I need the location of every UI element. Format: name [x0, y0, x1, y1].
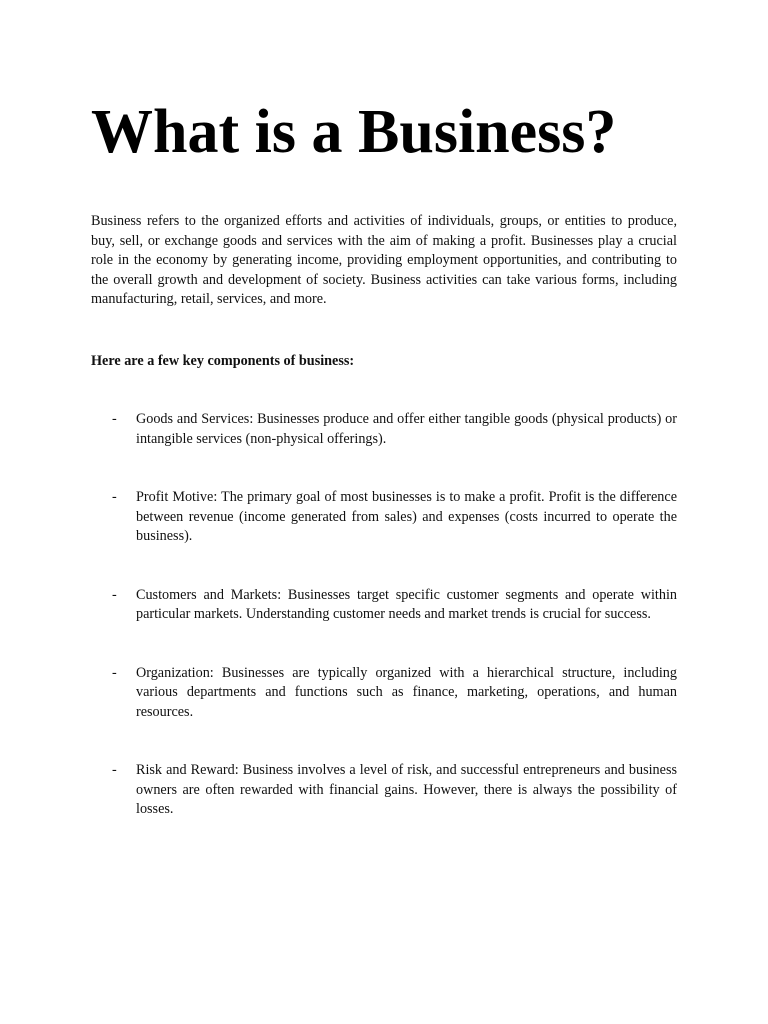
list-item: [91, 664, 677, 723]
list-item: [91, 410, 677, 449]
page-title: What is a Business?: [91, 98, 617, 166]
document-page: [91, 96, 677, 820]
list-item-text: Organization: Businesses are typically organized with a hierarchical structure, including various departments and functions such as finance, marketing, operations, and human resources.: [136, 664, 677, 720]
components-list: [91, 410, 677, 820]
list-item: [91, 586, 677, 625]
intro-paragraph: Business refers to the organized efforts and activities of individuals, groups, or entities to produce, buy, sell, or exchange goods and services with the aim of making a profit. Businesses play a crucial role in the economy by generating income, providing employment opportunities, and contributing to the overall growth and development of society. Business activities can take various forms, including manufacturing, retail, services, and more.: [91, 213, 677, 307]
list-item-text: Profit Motive: The primary goal of most businesses is to make a profit. Profit is the difference between revenue (income generated from sales) and expenses (costs incurred to operate the business).: [136, 489, 677, 544]
list-item-text: Customers and Markets: Businesses target specific customer segments and operate within particular markets. Understanding customer needs and market trends is crucial for success.: [136, 586, 677, 622]
bullet-dash: -: [112, 664, 117, 681]
bullet-dash: -: [112, 586, 117, 603]
list-item: [91, 761, 677, 820]
bullet-dash: -: [112, 762, 117, 778]
bullet-dash: -: [112, 411, 117, 427]
list-item-text: Goods and Services: Businesses produce and offer either tangible goods (physical products) or intangible services (non-physical offerings).: [136, 411, 677, 447]
bullet-dash: -: [112, 489, 117, 505]
components-heading: Here are a few key components of business:: [91, 352, 355, 369]
list-item-text: Risk and Reward: Business involves a level of risk, and successful entrepreneurs and business owners are often rewarded with financial gains. However, there is always the possibility of losses.: [136, 762, 677, 817]
list-item: [91, 488, 677, 547]
